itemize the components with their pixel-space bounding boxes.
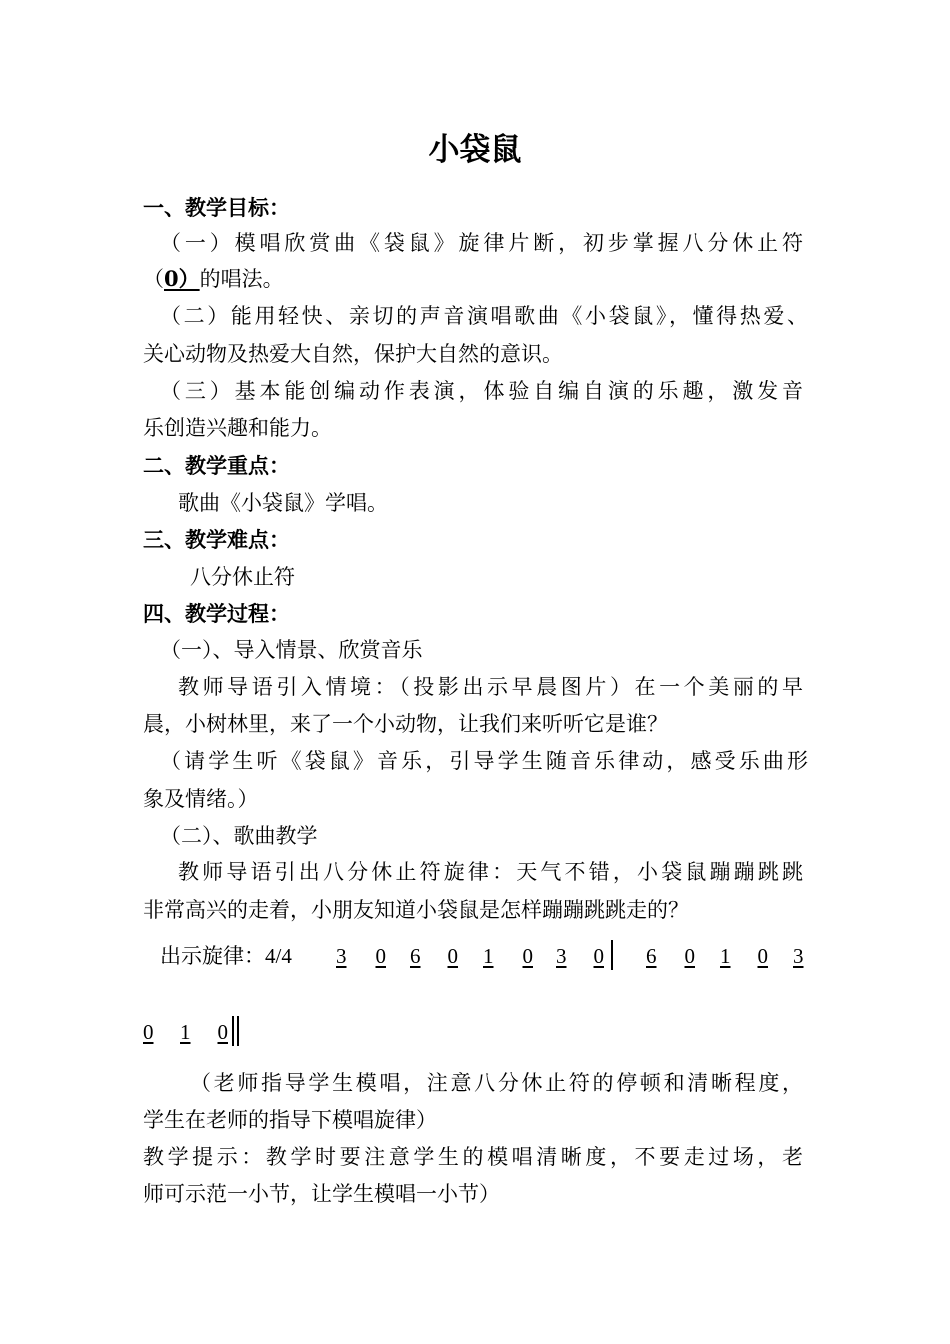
part-1-para-1-line-2: 晨，小树林里，来了一个小动物，让我们来听听它是谁？	[143, 712, 668, 736]
part-1-para-1-line-1: 教师导语引入情境：（投影出示早晨图片）在一个美丽的早	[178, 675, 803, 699]
teacher-note-line-2: 学生在老师的指导下模唱旋律）	[143, 1108, 437, 1132]
melody-note: 0	[593, 944, 604, 968]
teaching-tip-line-1: 教学提示：教学时要注意学生的模唱清晰度，不要走过场，老	[143, 1145, 803, 1169]
melody-note: 0	[757, 944, 768, 968]
page-title: 小袋鼠	[428, 132, 522, 168]
goal-1-tail: 的唱法。	[199, 267, 284, 291]
final-bar-line-thick	[237, 1016, 239, 1046]
part-1-title: （一）、导入情景、欣赏音乐	[160, 638, 423, 662]
part-2-title: （二）、歌曲教学	[160, 824, 318, 848]
melody-label: 出示旋律：4/4	[160, 944, 292, 968]
goal-2-line-2: 关心动物及热爱大自然，保护大自然的意识。	[143, 342, 563, 366]
section-heading-process: 四、教学过程：	[143, 601, 290, 626]
part-1-para-2-line-1: （请学生听《袋鼠》音乐，引导学生随音乐律动，感受乐曲形	[160, 749, 808, 773]
melody-note: 0	[143, 1020, 154, 1044]
goal-2-line-1: （二）能用轻快、亲切的声音演唱歌曲《小袋鼠》，懂得热爱、	[160, 304, 808, 328]
melody-note: 3	[793, 944, 804, 968]
melody-note: 1	[483, 944, 494, 968]
melody-note: 1	[720, 944, 731, 968]
melody-note: 6	[410, 944, 421, 968]
section-heading-difficulty: 三、教学难点：	[143, 527, 290, 552]
melody-note: 3	[556, 944, 567, 968]
key-point-text: 歌曲《小袋鼠》学唱。	[178, 491, 388, 515]
melody-note: 3	[336, 944, 347, 968]
melody-note: 0	[217, 1020, 228, 1044]
goal-1-line-2	[143, 265, 284, 293]
rest-symbol: 0）	[164, 266, 200, 291]
final-bar-line-thin	[232, 1016, 234, 1046]
melody-note: 0	[447, 944, 458, 968]
melody-note: 6	[646, 944, 657, 968]
melody-note: 0	[684, 944, 695, 968]
part-1-para-2-line-2: 象及情绪。）	[143, 787, 259, 811]
goal-1-paren: （	[143, 267, 164, 291]
teacher-note-line-1: （老师指导学生模唱，注意八分休止符的停顿和清晰程度，	[190, 1071, 803, 1095]
melody-note: 0	[375, 944, 386, 968]
melody-note: 0	[522, 944, 533, 968]
goal-1-line-1: （一）模唱欣赏曲《袋鼠》旋律片断，初步掌握八分休止符	[160, 231, 803, 255]
section-heading-key-point: 二、教学重点：	[143, 453, 290, 478]
part-2-para-1-line-2: 非常高兴的走着，小朋友知道小袋鼠是怎样蹦蹦跳跳走的？	[143, 898, 689, 922]
bar-line	[611, 940, 613, 970]
teaching-tip-line-2: 师可示范一小节，让学生模唱一小节）	[143, 1182, 500, 1206]
difficulty-text: 八分休止符	[190, 565, 295, 589]
melody-note: 1	[180, 1020, 191, 1044]
part-2-para-1-line-1: 教师导语引出八分休止符旋律：天气不错，小袋鼠蹦蹦跳跳	[178, 860, 803, 884]
section-heading-goals: 一、教学目标：	[143, 195, 290, 220]
goal-3-line-2: 乐创造兴趣和能力。	[143, 416, 332, 440]
goal-3-line-1: （三）基本能创编动作表演，体验自编自演的乐趣，激发音	[160, 379, 803, 403]
